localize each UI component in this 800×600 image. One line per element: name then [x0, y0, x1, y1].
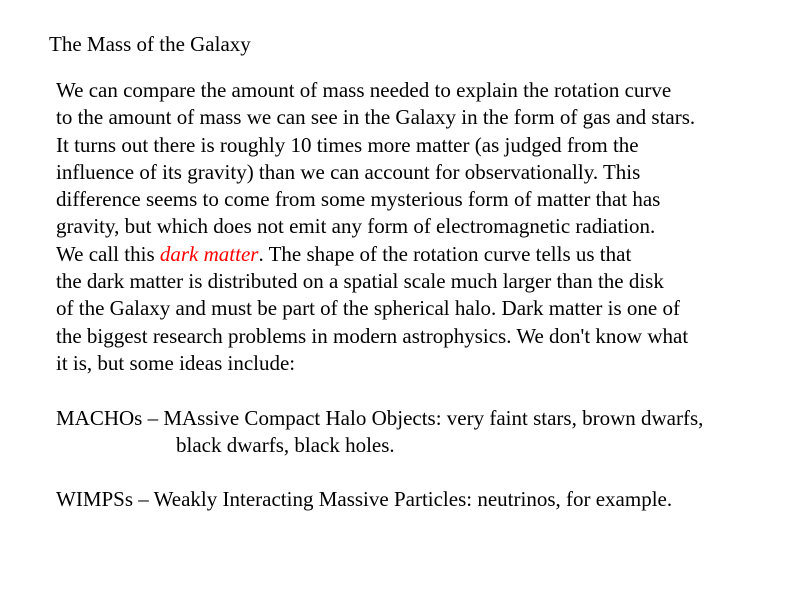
spacer	[56, 459, 796, 486]
paragraph-line-7-before: We call this	[56, 241, 160, 266]
paragraph-line-4: influence of its gravity) than we can account for observationally. This	[56, 159, 641, 184]
slide-title: The Mass of the Galaxy	[49, 32, 251, 56]
paragraph-line-7	[56, 241, 796, 268]
dark-matter-term: dark matter	[159, 241, 259, 266]
spacer	[56, 377, 796, 404]
paragraph-line-2: to the amount of mass we can see in the Galaxy in the form of gas and stars.	[56, 105, 696, 130]
slide-body	[56, 77, 796, 514]
paragraph-line-7-after: . The shape of the rotation curve tells us that	[258, 241, 632, 266]
paragraph-line-1: We can compare the amount of mass needed to explain the rotation curve	[56, 78, 672, 102]
paragraph-line-11: it is, but some ideas include:	[56, 350, 296, 375]
paragraph-line-3: It turns out there is roughly 10 times more matter (as judged from the	[56, 132, 639, 157]
machos-line-2: black dwarfs, black holes.	[176, 432, 395, 457]
paragraph-line-6: gravity, but which does not emit any form of electromagnetic radiation.	[56, 214, 656, 239]
paragraph-line-9: of the Galaxy and must be part of the spherical halo. Dark matter is one of	[56, 296, 680, 321]
paragraph-line-8: the dark matter is distributed on a spatial scale much larger than the disk	[56, 269, 664, 294]
paragraph-line-5: difference seems to come from some mysterious form of matter that has	[56, 187, 661, 212]
paragraph-line-10: the biggest research problems in modern astrophysics. We don't know what	[56, 323, 689, 348]
wimps-line-1: WIMPSs – Weakly Interacting Massive Particles: neutrinos, for example.	[56, 487, 673, 512]
machos-line-1: MACHOs – MAssive Compact Halo Objects: very faint stars, brown dwarfs,	[56, 405, 704, 430]
